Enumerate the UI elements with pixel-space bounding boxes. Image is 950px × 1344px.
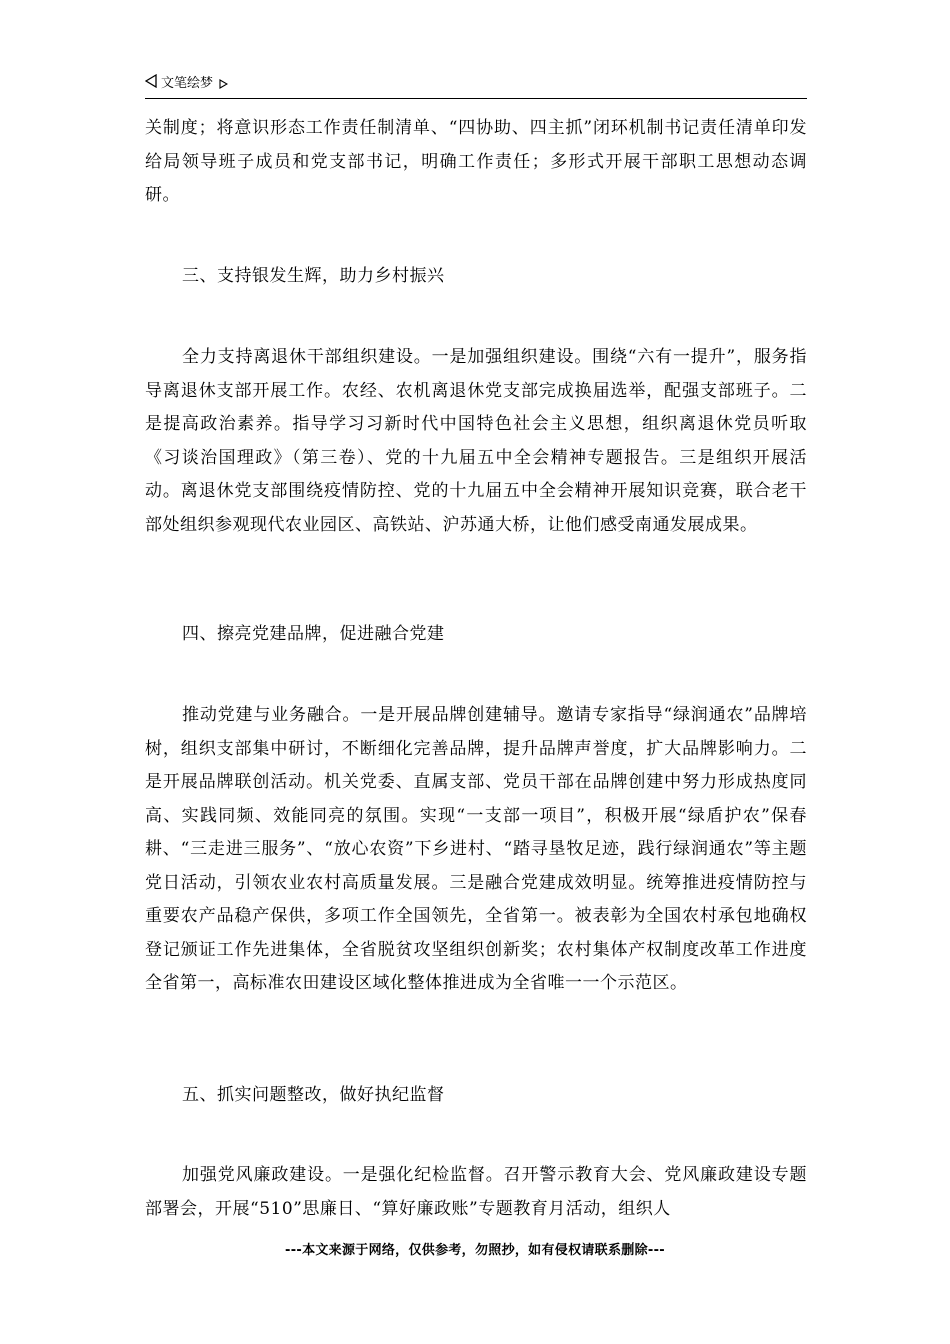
- paragraph-continuation: 关制度；将意识形态工作责任制清单、“四协助、四主抓”闭环机制书记责任清单印发给局领导班子成员和党支部书记，明确工作责任；多形式开展干部职工思想动态调研。: [145, 118, 807, 205]
- header-brand: 文笔绘梦: [161, 75, 214, 91]
- triangle-left-icon: [145, 74, 157, 93]
- section-paragraph-3: 全力支持离退休干部组织建设。一是加强组织建设。围绕“六有一提升”，服务指导离退休支部开展工作。农经、农机离退休党支部完成换届选举，配强支部班子。二是提高政治素养。指导学习习新时代中国特色社会主义思想，组织离退休党员听取《习谈治国理政》（第三卷）、党的十九届五中全会精神专题报告。三是组织开展活动。离退休党支部围绕疫情防控、党的十九届五中全会精神开展知识竞赛，联合老干部处组织参观现代农业园区、高铁站、沪苏通大桥，让他们感受南通发展成果。: [145, 347, 807, 535]
- page-header: [145, 74, 807, 99]
- header-brand-row: [145, 74, 807, 93]
- section-heading-5: 五、抓实问题整改，做好执纪监督: [182, 1085, 445, 1105]
- triangle-right-icon: [219, 79, 228, 89]
- section-heading-4: 四、擦亮党建品牌，促进融合党建: [182, 624, 445, 644]
- section-heading-3: 三、支持银发生辉，助力乡村振兴: [182, 266, 445, 286]
- footer-disclaimer: ---本文来源于网络，仅供参考，勿照抄，如有侵权请联系删除---: [285, 1243, 665, 1258]
- section-paragraph-4: 推动党建与业务融合。一是开展品牌创建辅导。邀请专家指导“绿润通农”品牌培树，组织支部集中研讨，不断细化完善品牌，提升品牌声誉度，扩大品牌影响力。二是开展品牌联创活动。机关党委、直属支部、党员干部在品牌创建中努力形成热度同高、实践同频、效能同亮的氛围。实现“一支部一项目”，积极开展“绿盾护农”保春耕、“三走进三服务”、“放心农资”下乡进村、“踏寻垦牧足迹，践行绿润通农”等主题党日活动，引领农业农村高质量发展。三是融合党建成效明显。统筹推进疫情防控与重要农产品稳产保供，多项工作全国领先，全省第一。被表彰为全国农村承包地确权登记颁证工作先进集体，全省脱贫攻坚组织创新奖；农村集体产权制度改革工作进度全省第一，高标准农田建设区域化整体推进成为全省唯一一个示范区。: [145, 705, 807, 993]
- section-paragraph-5: 加强党风廉政建设。一是强化纪检监督。召开警示教育大会、党风廉政建设专题部署会，开展“510”思廉日、“算好廉政账”专题教育月活动，组织人: [145, 1165, 807, 1219]
